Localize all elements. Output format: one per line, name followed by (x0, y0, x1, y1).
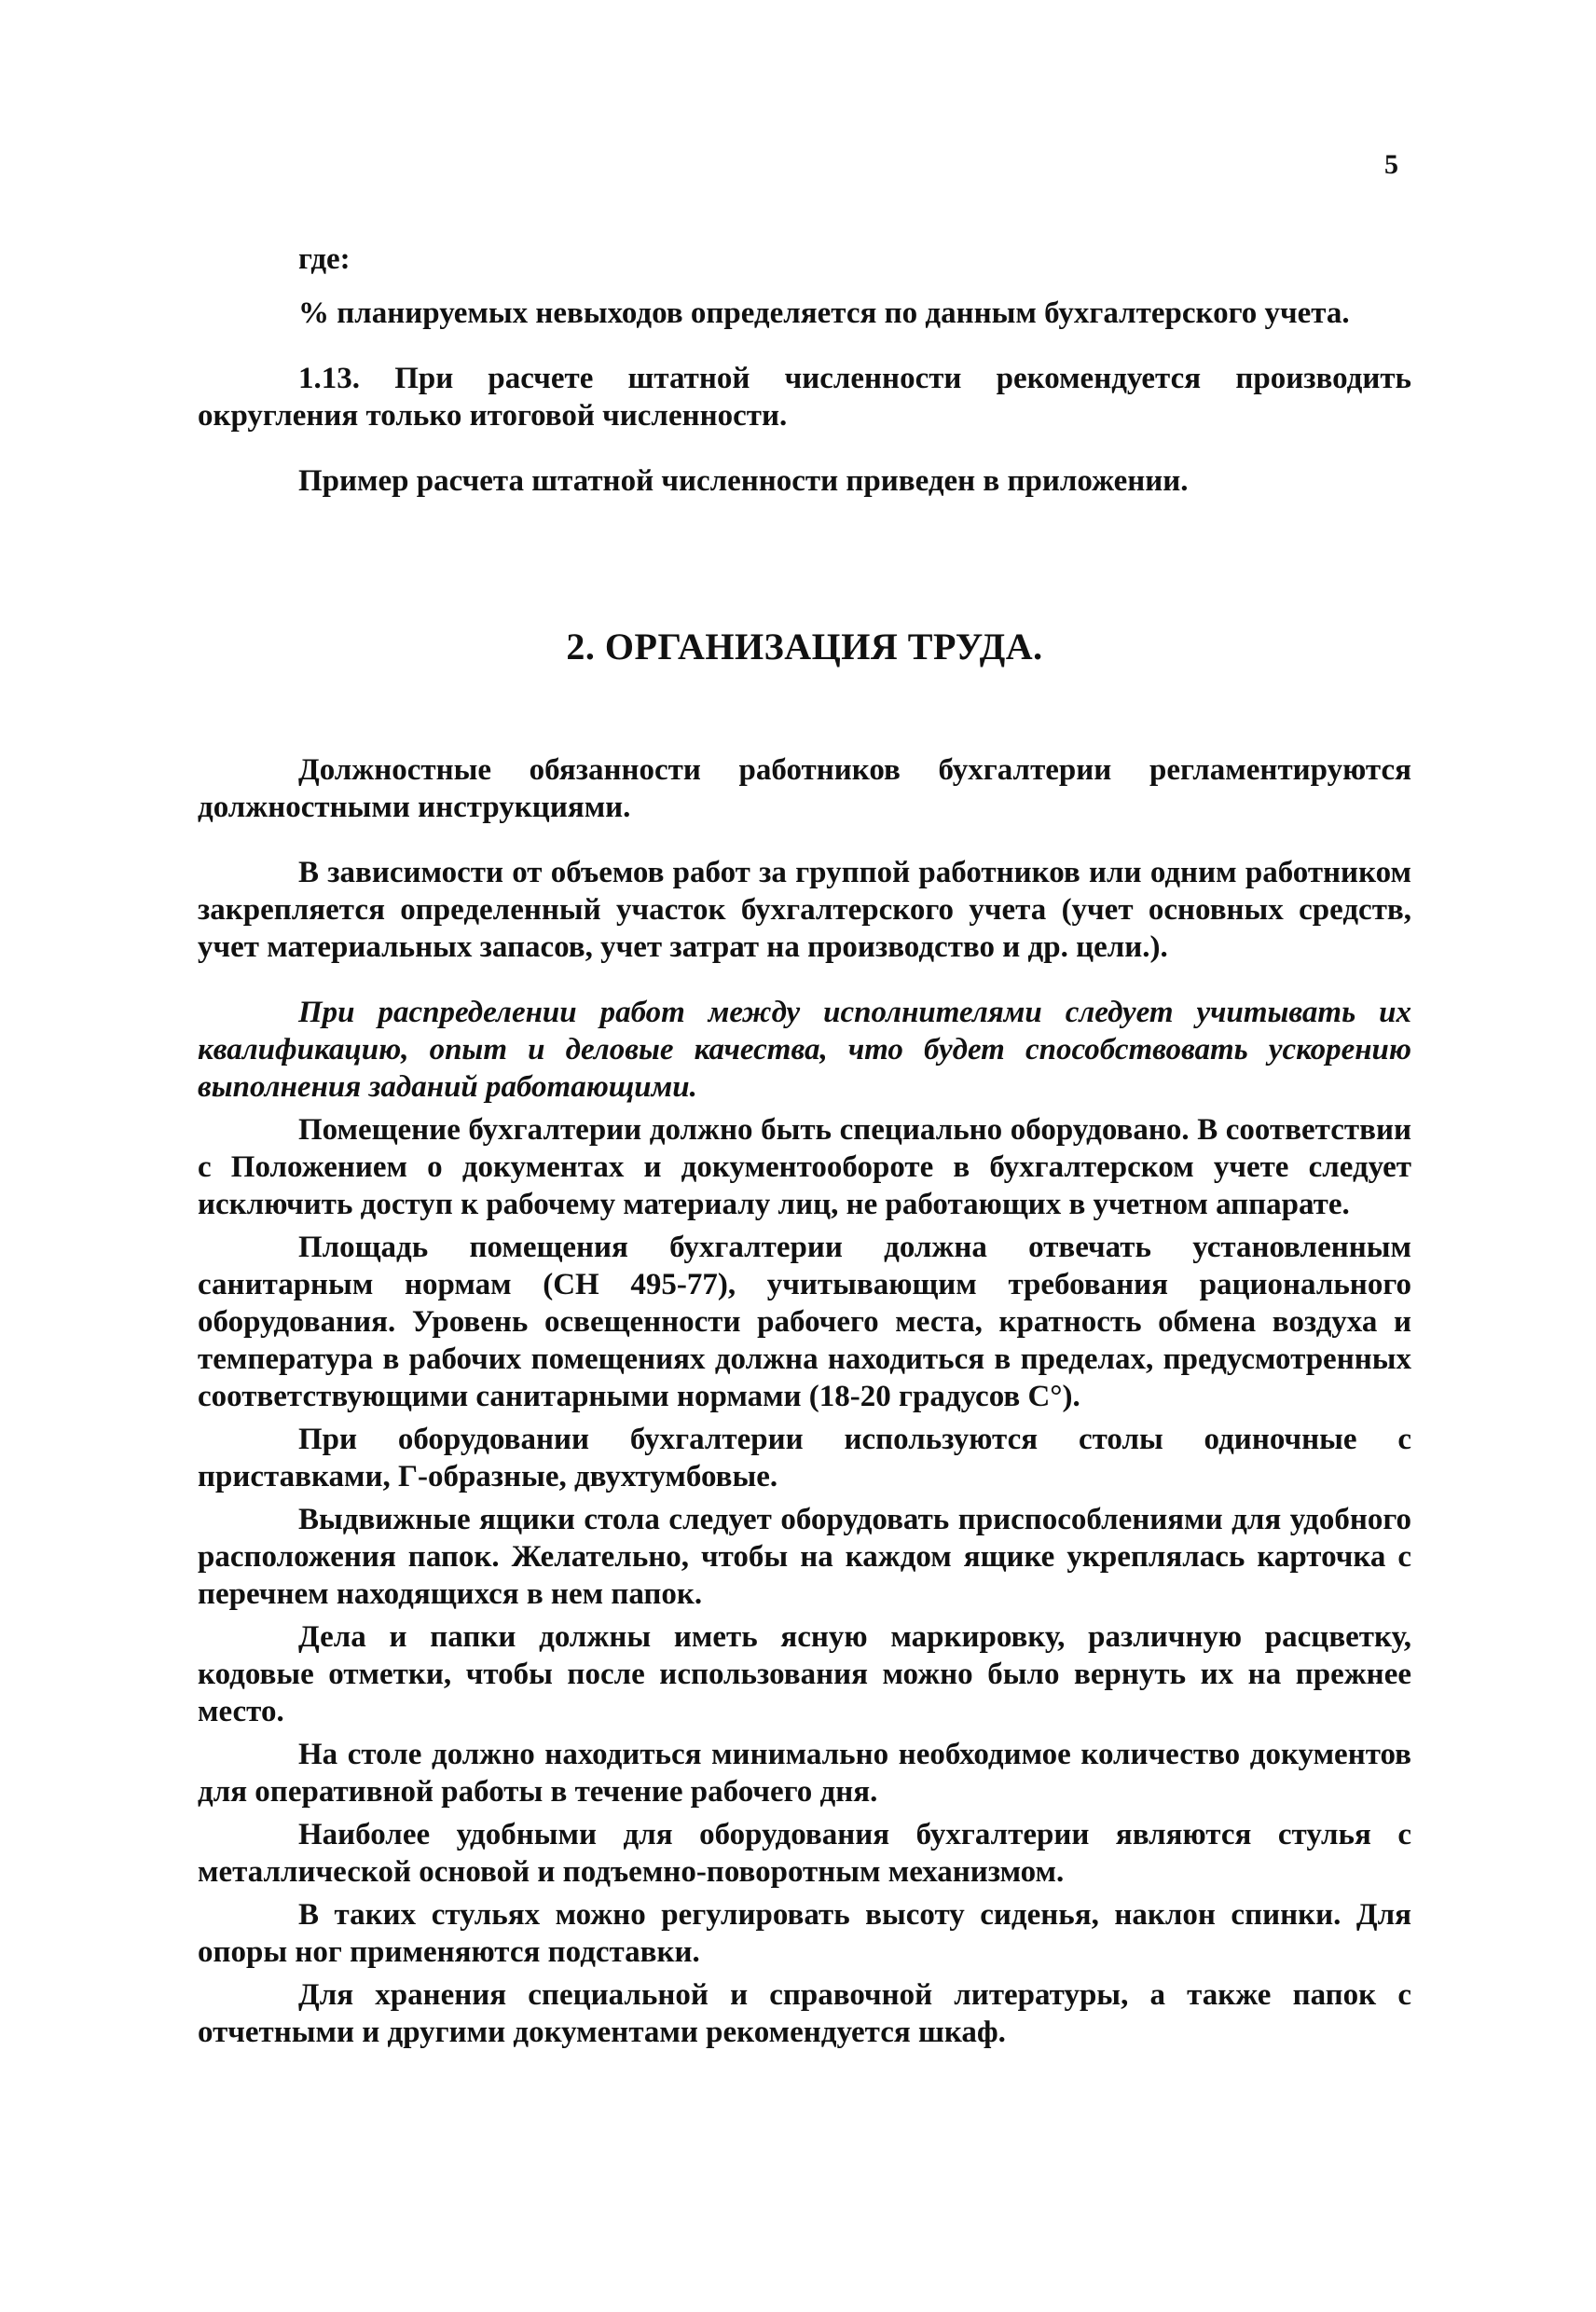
paragraph-tables: При оборудовании бухгалтерии используются столы одиночные с приставками, Г-образные, двухтумбовые. (198, 1423, 1411, 1493)
paragraph-cabinet: Для хранения специальной и справочной литературы, а также папок с отчетными и другими документами рекомендуется шкаф. (198, 1978, 1411, 2049)
paragraph-distribution: При распределении работ между исполнителями следует учитывать их квалификацию, опыт и деловые качества, что будет способствовать ускорению выполнения заданий работающими. (198, 996, 1411, 1104)
paragraph-area-norms: Площадь помещения бухгалтерии должна отвечать установленным санитарным нормам (СН 495-77), учитывающим требования рационального оборудования. Уровень освещенности рабочего места, кратность обмена воздуха и температура в рабочих помещениях должна находиться в пределах, предусмотренных соответствующими санитарными нормами (18-20 градусов С°). (198, 1231, 1411, 1413)
percent-note: % планируемых невыходов определяется по данным бухгалтерского учета. (298, 296, 1350, 330)
paragraph-premises: Помещение бухгалтерии должно быть специально оборудовано. В соответствии с Положением о документах и документообороте в бухгалтерском учете следует исключить доступ к рабочему материалу лиц, не работающих в учетном аппарате. (198, 1113, 1411, 1221)
paragraph-drawers: Выдвижные ящики стола следует оборудовать приспособлениями для удобного расположения папок. Желательно, чтобы на каждом ящике укреплялась карточка с перечнем находящихся в нем папок. (198, 1503, 1411, 1611)
paragraph-desk: На столе должно находиться минимально необходимое количество документов для оперативной работы в течение рабочего дня. (198, 1738, 1411, 1809)
clause-1-13: 1.13. При расчете штатной численности рекомендуется производить округления только итоговой численности. (198, 362, 1411, 433)
document-body (198, 241, 1411, 2051)
example-note: Пример расчета штатной численности приведен в приложении. (298, 464, 1189, 498)
paragraph-chairs: Наиболее удобными для оборудования бухгалтерии являются стулья с металлической основой и подъемно-поворотным механизмом. (198, 1818, 1411, 1889)
where-label: где: (298, 242, 351, 276)
paragraph-duties: Должностные обязанности работников бухгалтерии регламентируются должностными инструкциями. (198, 753, 1411, 824)
page-number: 5 (1384, 149, 1398, 180)
paragraph-folders: Дела и папки должны иметь ясную маркировку, различную расцветку, кодовые отметки, чтобы после использования можно было вернуть их на прежнее место. (198, 1620, 1411, 1728)
section-heading: 2. ОРГАНИЗАЦИЯ ТРУДА. (566, 626, 1043, 667)
paragraph-work-areas: В зависимости от объемов работ за группой работников или одним работником закрепляется определенный участок бухгалтерского учета (учет основных средств, учет материальных запасов, учет затрат на производство и др. цели.). (198, 856, 1411, 964)
paragraph-chair-adjust: В таких стульях можно регулировать высоту сиденья, наклон спинки. Для опоры ног применяются подставки. (198, 1898, 1411, 1969)
